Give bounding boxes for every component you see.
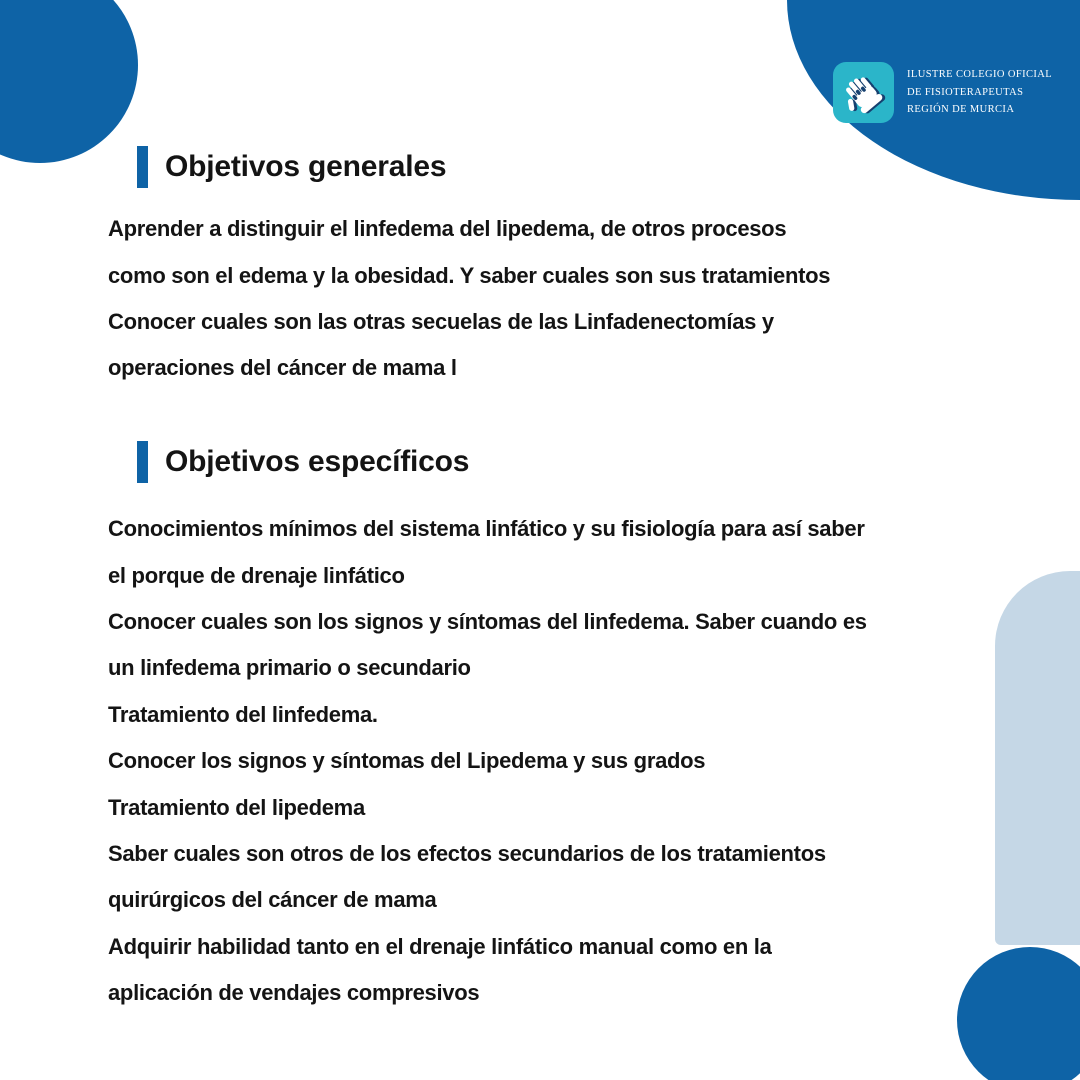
- logo-org-line: ILUSTRE COLEGIO OFICIAL: [907, 69, 1053, 81]
- body-line: Conocer cuales son los signos y síntomas del linfedema. Saber cuando es: [108, 608, 867, 634]
- body-line: operaciones del cáncer de mama l: [108, 355, 457, 381]
- body-line: Adquirir habilidad tanto en el drenaje linfático manual como en la: [108, 933, 772, 959]
- logo-org-name: [907, 66, 1052, 119]
- section-especificos-body: [108, 506, 867, 1016]
- section-especificos-heading: [137, 441, 469, 483]
- body-line: Conocimientos mínimos del sistema linfático y su fisiología para así saber: [108, 516, 865, 542]
- decorative-pill-right: [995, 571, 1080, 945]
- body-line: Tratamiento del lipedema: [108, 794, 365, 820]
- decorative-circle-bottom-right: [957, 947, 1080, 1080]
- logo-org-line: REGIÓN DE MURCIA: [907, 104, 1015, 116]
- body-line: el porque de drenaje linfático: [108, 562, 405, 588]
- decorative-circle-top-left: [0, 0, 138, 163]
- heading-accent-bar: [137, 146, 148, 188]
- body-line: un linfedema primario o secundario: [108, 655, 471, 681]
- body-line: Aprender a distinguir el linfedema del lipedema, de otros procesos: [108, 216, 787, 242]
- heading-accent-bar: [137, 441, 148, 483]
- body-line: quirúrgicos del cáncer de mama: [108, 887, 437, 913]
- logo: [833, 62, 1052, 123]
- heading-title: Objetivos generales: [165, 150, 447, 183]
- logo-org-line: DE FISIOTERAPEUTAS: [907, 86, 1024, 98]
- body-line: Saber cuales son otros de los efectos secundarios de los tratamientos: [108, 840, 826, 866]
- body-line: Conocer los signos y síntomas del Lipedema y sus grados: [108, 748, 706, 774]
- body-line: aplicación de vendajes compresivos: [108, 980, 480, 1006]
- section-generales-heading: [137, 146, 446, 188]
- heading-title: Objetivos específicos: [165, 445, 470, 478]
- body-line: Conocer cuales son las otras secuelas de las Linfadenectomías y: [108, 308, 774, 334]
- section-generales-body: [108, 206, 830, 392]
- body-line: como son el edema y la obesidad. Y saber cuales son sus tratamientos: [108, 262, 831, 288]
- body-line: Tratamiento del linfedema.: [108, 701, 378, 727]
- physio-hand-icon: [833, 62, 894, 123]
